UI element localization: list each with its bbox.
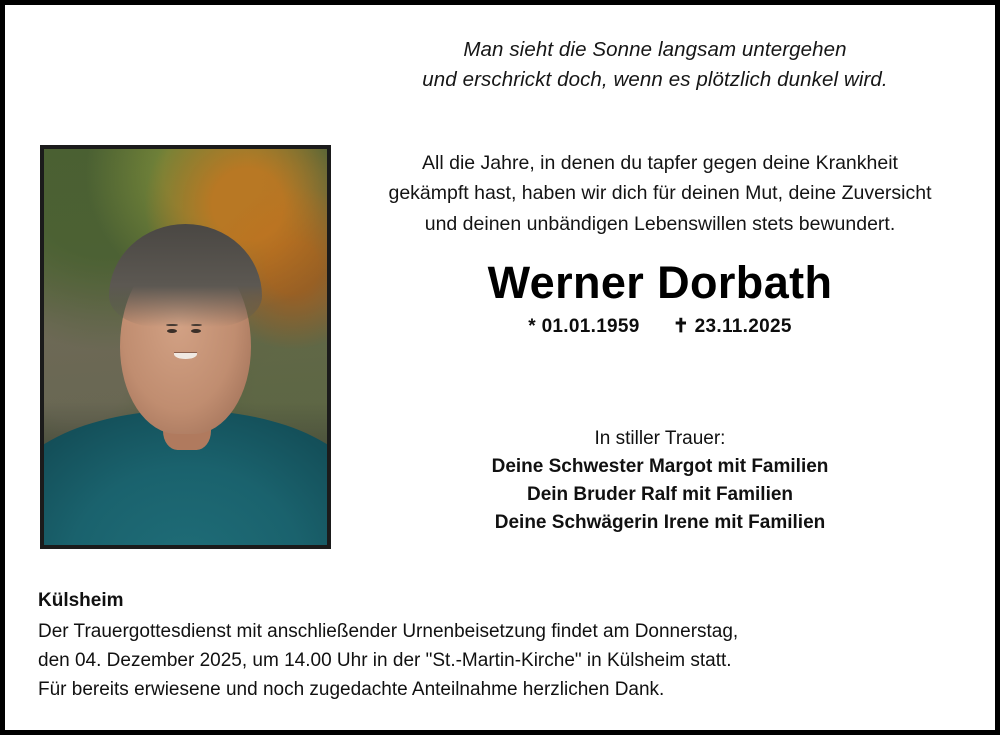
verse-block [335, 35, 975, 96]
photo-eye-left [167, 329, 177, 333]
verse-line-1: Man sieht die Sonne langsam untergehen [463, 38, 847, 61]
portrait-photo [44, 149, 327, 545]
verse-line-2: und erschrickt doch, wenn es plötzlich dunkel wird. [422, 68, 888, 92]
mourning-lead: In stiller Trauer: [594, 428, 726, 449]
birth-date: 01.01.1959 [541, 316, 640, 337]
intro-line-1: All die Jahre, in denen du tapfer gegen deine Krankheit [422, 152, 898, 174]
mourning-family-3: Deine Schwägerin Irene mit Familien [494, 512, 826, 534]
intro-line-3: und deinen unbändigen Lebenswillen stets bewundert. [424, 212, 896, 235]
birth-symbol-icon: * [528, 316, 536, 337]
portrait-frame [40, 145, 331, 549]
service-line-1: Der Trauergottesdienst mit anschließender Urnenbeisetzung findet am Donnerstag, [38, 620, 739, 642]
service-place: Külsheim [38, 590, 124, 611]
photo-eye-right [191, 329, 201, 333]
service-line-3: Für bereits erwiesene und noch zugedachte Anteilnahme herzlichen Dank. [38, 678, 665, 700]
notice-inner [5, 5, 995, 730]
cross-symbol-icon: ✝ [672, 316, 690, 337]
intro-line-2: gekämpft hast, haben wir dich für deinen Mut, deine Zuversicht [388, 182, 932, 205]
mourning-block [340, 425, 980, 537]
photo-mouth [174, 353, 197, 359]
service-line-2: den 04. Dezember 2025, um 14.00 Uhr in der "St.-Martin-Kirche" in Külsheim statt. [38, 649, 732, 671]
death-date: 23.11.2025 [694, 316, 792, 337]
deceased-name: Werner Dorbath [487, 257, 833, 308]
intro-text [340, 148, 980, 239]
mourning-family-2: Dein Bruder Ralf mit Familien [526, 484, 794, 506]
life-dates [340, 315, 980, 338]
mourning-family-1: Deine Schwester Margot mit Familien [491, 456, 829, 478]
photo-hair [109, 224, 262, 327]
service-details [38, 587, 968, 705]
